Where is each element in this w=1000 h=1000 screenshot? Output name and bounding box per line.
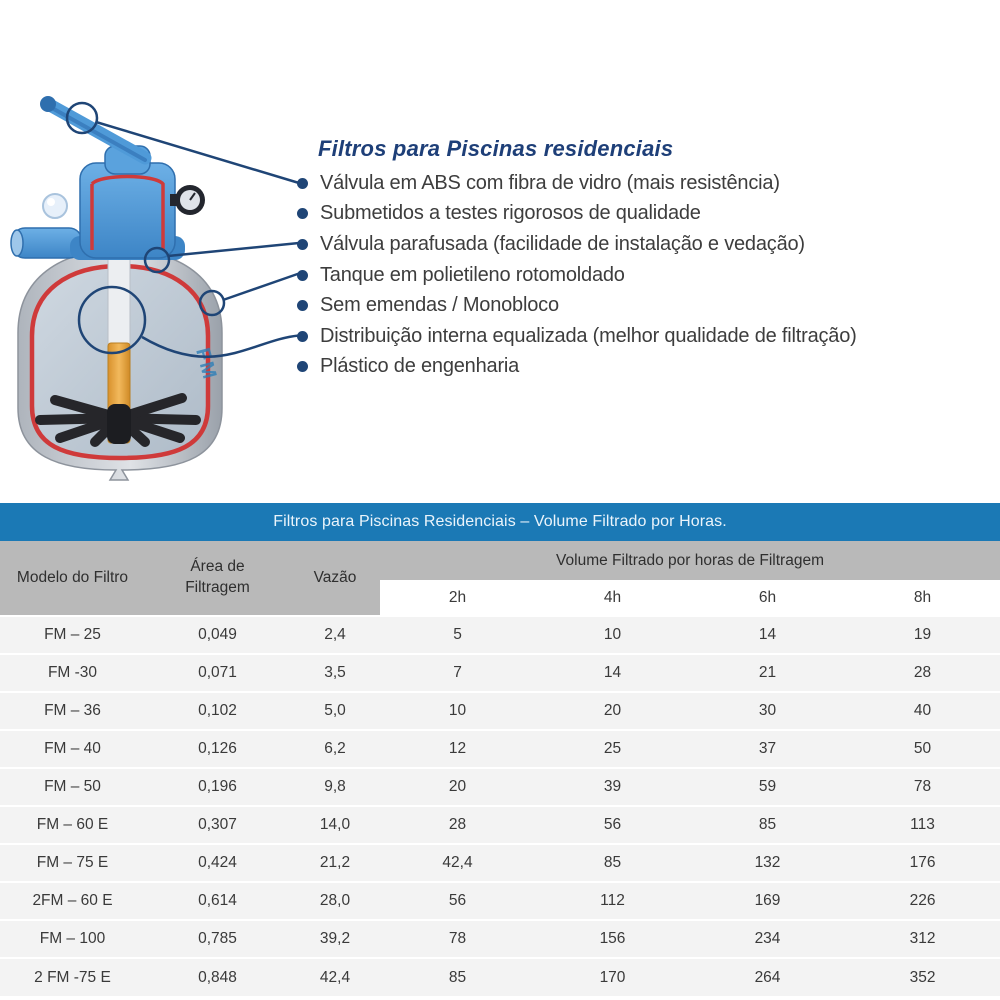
cell-6h: 30 [690,692,845,730]
cell-area: 0,307 [145,806,290,844]
cell-8h: 19 [845,616,1000,654]
cell-6h: 14 [690,616,845,654]
table-header-row [0,541,1000,580]
table-row [0,768,1000,806]
cell-2h: 42,4 [380,844,535,882]
cell-8h: 176 [845,844,1000,882]
header-8h: 8h [845,580,1000,616]
table-row [0,730,1000,768]
spec-table-section [0,503,1000,996]
feature-item [295,290,1000,321]
header-2h: 2h [380,580,535,616]
feature-item [295,229,1000,260]
cell-6h: 264 [690,958,845,996]
cell-area: 0,848 [145,958,290,996]
table-title: Filtros para Piscinas Residenciais – Volume Filtrado por Horas. [0,503,1000,541]
feature-text: Sem emendas / Monobloco [320,294,559,317]
feature-text: Distribuição interna equalizada (melhor qualidade de filtração) [320,324,857,347]
cell-8h: 113 [845,806,1000,844]
header-volume-group: Volume Filtrado por horas de Filtragem [380,541,1000,580]
cell-model: 2FM – 60 E [0,882,145,920]
header-4h: 4h [535,580,690,616]
cell-2h: 12 [380,730,535,768]
cell-8h: 40 [845,692,1000,730]
feature-text: Válvula em ABS com fibra de vidro (mais resistência) [320,171,780,194]
cell-model: FM – 36 [0,692,145,730]
cell-flow: 2,4 [290,616,380,654]
cell-2h: 56 [380,882,535,920]
cell-8h: 226 [845,882,1000,920]
cell-6h: 85 [690,806,845,844]
feature-item [295,199,1000,230]
spec-table [0,503,1000,996]
cell-6h: 132 [690,844,845,882]
bullet-icon [297,270,308,281]
cell-8h: 78 [845,768,1000,806]
cell-model: FM – 40 [0,730,145,768]
bullet-icon [297,361,308,372]
table-row [0,654,1000,692]
multiport-valve [11,96,205,260]
cell-area: 0,785 [145,920,290,958]
cell-2h: 85 [380,958,535,996]
cell-2h: 28 [380,806,535,844]
hub-center-port [107,404,131,444]
header-6h: 6h [690,580,845,616]
cell-area: 0,126 [145,730,290,768]
illustration-title: Filtros para Piscinas residenciais [318,136,674,161]
feature-text: Tanque em polietileno rotomoldado [320,263,625,286]
cell-area: 0,614 [145,882,290,920]
table-row [0,806,1000,844]
bullet-icon [297,331,308,342]
feature-text: Submetidos a testes rigorosos de qualidade [320,202,701,225]
cell-area: 0,102 [145,692,290,730]
bullet-icon [297,300,308,311]
feature-item [295,321,1000,352]
feature-item [295,168,1000,199]
table-row [0,882,1000,920]
table-row [0,920,1000,958]
table-row [0,616,1000,654]
table-row [0,692,1000,730]
cell-8h: 28 [845,654,1000,692]
cell-2h: 5 [380,616,535,654]
cell-model: FM -30 [0,654,145,692]
tank-brand-label: FM [191,345,221,384]
cell-6h: 21 [690,654,845,692]
cell-4h: 25 [535,730,690,768]
table-title-bar [0,503,1000,541]
header-area: Área de Filtragem [145,541,290,616]
cell-6h: 59 [690,768,845,806]
standpipe [107,248,131,444]
cell-8h: 312 [845,920,1000,958]
feature-item [295,260,1000,291]
header-flow: Vazão [290,541,380,616]
cell-6h: 234 [690,920,845,958]
cell-model: FM – 60 E [0,806,145,844]
cell-flow: 42,4 [290,958,380,996]
cell-4h: 112 [535,882,690,920]
cell-model: FM – 75 E [0,844,145,882]
cell-2h: 20 [380,768,535,806]
cell-area: 0,424 [145,844,290,882]
cell-flow: 6,2 [290,730,380,768]
cell-2h: 10 [380,692,535,730]
cell-model: FM – 25 [0,616,145,654]
cell-4h: 39 [535,768,690,806]
cell-model: FM – 100 [0,920,145,958]
sight-glass [43,194,67,218]
header-model: Modelo do Filtro [0,541,145,616]
cell-2h: 78 [380,920,535,958]
cell-area: 0,196 [145,768,290,806]
cell-flow: 39,2 [290,920,380,958]
cell-4h: 10 [535,616,690,654]
table-row [0,844,1000,882]
cell-model: 2 FM -75 E [0,958,145,996]
cell-4h: 85 [535,844,690,882]
cell-8h: 50 [845,730,1000,768]
cell-model: FM – 50 [0,768,145,806]
table-row [0,958,1000,996]
feature-text: Válvula parafusada (facilidade de instalação e vedação) [320,232,805,255]
cell-flow: 28,0 [290,882,380,920]
cell-6h: 37 [690,730,845,768]
cell-4h: 14 [535,654,690,692]
cell-area: 0,049 [145,616,290,654]
cell-4h: 56 [535,806,690,844]
filter-illustration [0,88,310,498]
feature-section [295,136,1000,382]
cell-6h: 169 [690,882,845,920]
feature-list [295,168,1000,382]
cell-area: 0,071 [145,654,290,692]
cell-4h: 20 [535,692,690,730]
cell-flow: 9,8 [290,768,380,806]
feature-text: Plástico de engenharia [320,355,520,378]
bullet-icon [297,208,308,219]
feature-item [295,352,1000,383]
cell-4h: 170 [535,958,690,996]
cell-8h: 352 [845,958,1000,996]
bullet-icon [297,178,308,189]
bullet-icon [297,239,308,250]
cell-flow: 5,0 [290,692,380,730]
cell-flow: 21,2 [290,844,380,882]
cell-4h: 156 [535,920,690,958]
cell-flow: 14,0 [290,806,380,844]
cell-flow: 3,5 [290,654,380,692]
cell-2h: 7 [380,654,535,692]
